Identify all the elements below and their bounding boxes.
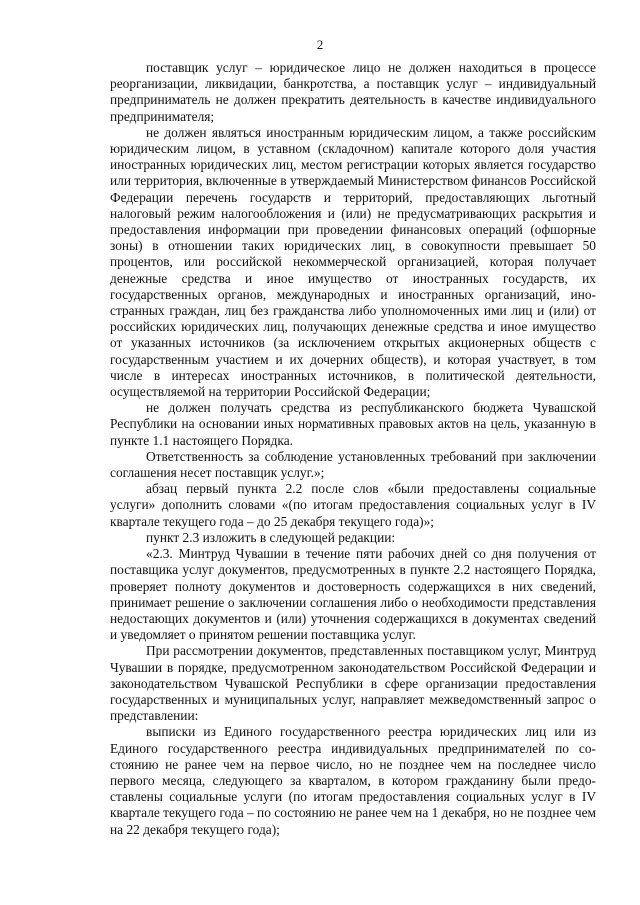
- document-body: [110, 60, 596, 838]
- paragraph-6: пункт 2.3 изложить в следующей редакции:: [146, 529, 396, 545]
- paragraph-2: не должен являться иностранным юридическим лицом, а также российским юридическим лицом, в уставном (складочном) капитале которого доля участия иностранных юридических лиц, местом регистрации которых является государство или территория, включенные в утверждаемый Министерством финансов Российской Федерации перечень государств и территорий, предоставляющих льготный налоговый режим налогообложения и (или) не предусматривающих раскрытия и предоставления информации при проведении финансовых операций (офшорные зоны) в отношении таких юридических лиц, в совокупности превышает 50 процентов, или российской некоммерческой организацией, которая получает денежные средства и иное имущество от иностранных государств, их государственных органов, международных и иностранных организаций, иностранных граждан, лиц без гражданства либо уполномоченных ими лиц и (или) от российских юридических лиц, получающих денежные средства и иное имущество от указанных источников (за исключением открытых акционерных обществ с государственным участием и их дочерних обществ), и которая участвует, в том числе в интересах иностранных источников, в политической деятельности, осуществляемой на территории Российской Федерации;: [110, 124, 596, 400]
- paragraph-3: не должен получать средства из республиканского бюджета Чувашской Республики на основании иных нормативных правовых актов на цель, указанную в пункте 1.1 настоящего Порядка.: [110, 400, 596, 448]
- paragraph-4: Ответственность за соблюдение установленных требований при заключении соглашения несет поставщик услуг.»;: [110, 448, 596, 481]
- paragraph-9: выписки из Единого государственного реестра юридических лиц или из Единого государственного реестра индивидуальных предпринимателей по состоянию не ранее чем на первое число, но не позднее чем на последнее число первого месяца, следующего за кварталом, в котором гражданину были предоставлены социальные услуги (по итогам предоставления социальных услуг в IV квартале текущего года – по состоянию не ранее чем на 1 декабря, но не позднее чем на 22 декабря текущего года);: [110, 724, 596, 837]
- page-number: 2: [316, 37, 324, 52]
- paragraph-8: При рассмотрении документов, представленных поставщиком услуг, Минтруд Чувашии в порядке, предусмотренном законодательством Российской Федерации и законодательством Чувашской Республики в сфере организации предоставления государственных и муниципальных услуг, направляет межведомственный запрос о представлении:: [110, 643, 596, 724]
- paragraph-5: абзац первый пункта 2.2 после слов «были предоставлены социальные услуги» дополнить словами «(по итогам предоставления социальных услуг в IV квартале текущего года – до 25 декабря текущего года)»;: [110, 481, 596, 529]
- paragraph-7: «2.3. Минтруд Чувашии в течение пяти рабочих дней со дня получения от поставщика услуг документов, предусмотренных в пункте 2.2 настоящего Порядка, проверяет полноту документов и достоверность содержащихся в них сведений, принимает решение о заключении соглашения либо о необходимости представления недостающих документов и (или) уточнения содержащихся в документах сведений и уведомляет о принятом решении поставщика услуг.: [110, 546, 596, 643]
- paragraph-1: поставщик услуг – юридическое лицо не должен находиться в процессе реорганизации, ликвидации, банкротства, а поставщик услуг – индивидуальный предприниматель не должен прекратить деятельность в качестве индивидуального предпринимателя;: [110, 60, 596, 124]
